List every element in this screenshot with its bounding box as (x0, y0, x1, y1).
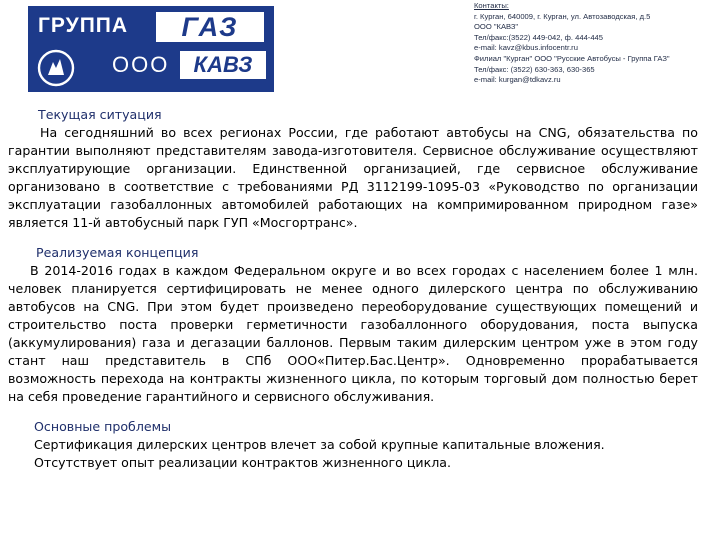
contacts-phone-fax: Тел/факс:(3522) 449-042, ф. 444-445 (474, 32, 603, 42)
contacts-block (474, 1, 720, 86)
group-gaz-kavz-logo (28, 6, 274, 92)
contacts-email: e-mail: kavz@kbus.infocentr.ru (474, 43, 578, 53)
section-heading-concept: Реализуемая концепция (36, 245, 199, 260)
logo-brand-gaz: ГАЗ (156, 12, 264, 42)
logo-company-kavz: КАВЗ (180, 51, 266, 79)
contacts-branch-email: e-mail: kurgan@tdkavz.ru (474, 75, 561, 85)
contacts-address: г. Курган, 640009, г. Курган, ул. Автозаводская, д.5 (474, 11, 651, 21)
problem-item: Отсутствует опыт реализации контрактов жизненного цикла. (34, 455, 451, 470)
section-heading-current: Текущая ситуация (38, 107, 162, 122)
gaz-deer-emblem-icon (36, 48, 76, 88)
logo-group-label: ГРУППА (38, 14, 129, 37)
contacts-title: Контакты: (474, 1, 509, 10)
section-text-current: На сегодняшний во всех регионах России, где работают автобусы на CNG, обязательства по гарантии выполняют представителям завода-изготовителя. Сервисное обслуживание осуществляют эксплуатирующие организации. Единственной организацией, где сервисное обслуживание организовано в соответствие с требованиями РД 3112199-1095-03 «Руководство по организации эксплуатации газобаллонных автомобилей работающих на компримированном природном газе» является 11-й автобусный парк ГУП «Мосгортранс». (8, 125, 698, 230)
section-text-concept: В 2014-2016 годах в каждом Федеральном округе и во всех городах с населением более 1 млн. человек планируется сертифицировать не менее одного дилерского центра по обслуживанию автобусов на CNG. При этом будет произведено переоборудование существующих помещений и строительство поста проверки герметичности газобаллонного оборудования, поста выпуска (аккумулирования) газа и дегазации баллонов. Первым таким дилерским центром уже в этом году стант наш представитель в СПб ООО«Питер.Бас.Центр». Одновременно прорабатывается возможность перехода на контракты жизненного цикла, по которым торговый дом полностью берет на себя проведение гарантийного и сервисного обслуживания. (8, 263, 698, 404)
contacts-branch-phone: Тел/факс: (3522) 630-363, 630-365 (474, 64, 595, 74)
header (0, 0, 720, 100)
problem-item: Сертификация дилерских центров влечет за собой крупные капитальные вложения. (34, 437, 605, 452)
contacts-branch: Филиал "Курган" ООО "Русские Автобусы - Группа ГАЗ" (474, 53, 670, 63)
section-heading-problems: Основные проблемы (34, 419, 172, 434)
logo-org-form: ООО (112, 52, 170, 77)
contacts-company: ООО "КАВЗ" (474, 22, 519, 32)
main-content (8, 106, 698, 472)
